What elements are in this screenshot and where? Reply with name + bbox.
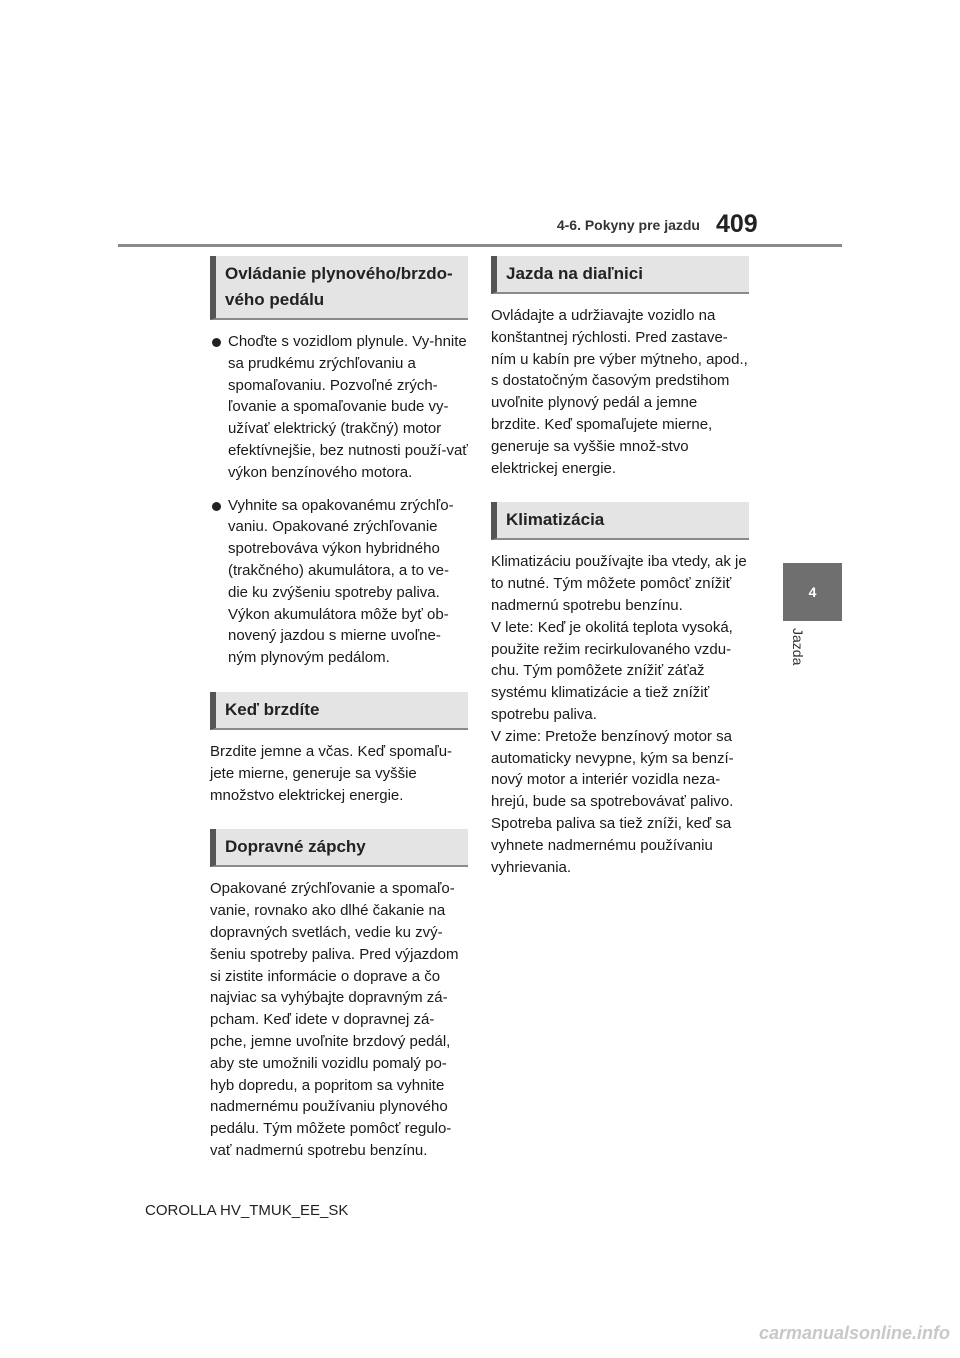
paragraph-ac-winter: V zime: Pretože benzínový motor sa automaticky nevypne, kým sa benzí-nový motor a interiér vozidla neza-hrejú, bude sa spotrebovávať palivo. Spotreba paliva sa tiež zníži, keď sa vyhnete nadmernému používaniu vyhrievania.	[491, 727, 734, 876]
paragraph-ac-summer: V lete: Keď je okolitá teplota vysoká, použite režim recirkulovaného vzdu-chu. Tým pomôžete znížiť záťaž systému klimatizácie a tiež znížiť spotrebu paliva.	[491, 618, 733, 723]
heading-traffic-jams: Dopravné zápchy	[210, 829, 468, 867]
heading-pedal-control: Ovládanie plynového/brzdo-vého pedálu	[210, 256, 468, 320]
chapter-tab[interactable]	[783, 563, 842, 621]
left-column	[210, 256, 468, 1162]
bullet-list	[210, 331, 468, 669]
heading-braking: Keď brzdíte	[210, 692, 468, 730]
chapter-number: 4	[808, 584, 817, 600]
section-title: 4-6. Pokyny pre jazdu	[556, 217, 700, 233]
header-divider	[118, 244, 842, 247]
bullet-item: Choďte s vozidlom plynule. Vy-hnite sa prudkému zrýchľovaniu a spomaľovaniu. Pozvoľné zrých-ľovanie a spomaľovanie bude vy-užívať elektrický (trakčný) motor efektívnejšie, bez nutnosti použí-vať výkon benzínového motora.	[210, 331, 468, 484]
heading-air-conditioning: Klimatizácia	[491, 502, 749, 540]
heading-highway: Jazda na diaľnici	[491, 256, 749, 294]
watermark-logo: carmanualsonline.info	[758, 1323, 950, 1343]
chapter-label: Jazda	[790, 628, 806, 666]
paragraph-braking: Brzdite jemne a včas. Keď spomaľu-jete mierne, generuje sa vyššie množstvo elektrickej energie.	[210, 742, 453, 804]
paragraph-traffic-jams: Opakované zrýchľovanie a spomaľo-vanie, rovnako ako dlhé čakanie na dopravných svetlách, vedie ku zvý-šeniu spotreby paliva. Pred výjazdom si zistite informácie o doprave a čo najviac sa vyhýbajte dopravným zá-pcham. Keď idete v dopravnej zá-pche, jemne uvoľnite brzdový pedál, aby ste umožnili vozidlu pomalý po-hyb dopredu, a popritom sa vyhnite nadmernému používaniu plynového pedálu. Tým môžete pomôcť regulo-vať nadmernú spotrebu benzínu.	[210, 880, 459, 1159]
right-column	[491, 256, 749, 878]
page-number: 409	[716, 210, 758, 238]
document-code: COROLLA HV_TMUK_EE_SK	[145, 1202, 349, 1219]
paragraph-highway: Ovládajte a udržiavajte vozidlo na konštantnej rýchlosti. Pred zastave-ním u kabín pre výber mýtneho, apod., s dostatočným časovým predstihom uvoľnite plynový pedál a jemne brzdite. Keď spomaľujete mierne, generuje sa vyššie množ-stvo elektrickej energie.	[491, 307, 748, 477]
bullet-item: Vyhnite sa opakovanému zrýchľo-vaniu. Opakované zrýchľovanie spotrebováva výkon hybridného (trakčného) akumulátora, a to ve-die ku zvýšeniu spotreby paliva. Výkon akumulátora môže byť ob-novený jazdou s mierne uvoľne-ným plynovým pedálom.	[210, 495, 468, 669]
paragraph-ac-general: Klimatizáciu používajte iba vtedy, ak je to nutné. Tým môžete pomôcť znížiť nadmernú spotrebu benzínu.	[491, 553, 747, 614]
